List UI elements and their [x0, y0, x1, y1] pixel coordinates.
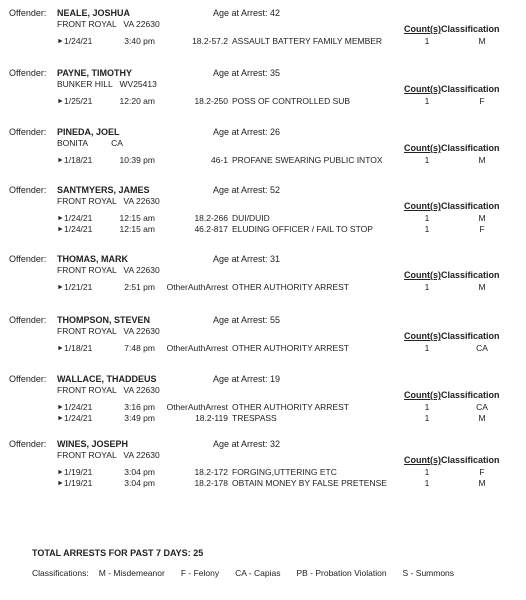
charge-classification: M — [478, 478, 486, 488]
offender-record — [0, 315, 526, 375]
age-at-arrest — [213, 8, 280, 18]
charge-count: 1 — [424, 36, 430, 46]
charge-description: OTHER AUTHORITY ARREST — [232, 343, 349, 353]
offender-address: BUNKER HILL WV25413 — [57, 79, 157, 89]
offender-address: FRONT ROYAL VA 22630 — [57, 326, 160, 336]
charge-row — [0, 282, 526, 293]
charge-count: 1 — [424, 282, 430, 292]
arrow-icon: ► — [57, 157, 64, 164]
charge-date: 1/18/21 — [64, 343, 93, 353]
counts-header: Count(s) — [404, 201, 441, 211]
charge-code: 18.2-178 — [194, 478, 228, 488]
charge-row — [0, 467, 526, 478]
charge-time: 3:40 pm — [124, 36, 155, 46]
charges-header — [404, 390, 500, 400]
arrow-icon: ► — [57, 469, 64, 476]
age-label: Age at Arrest: — [213, 254, 268, 264]
charges-header — [404, 24, 500, 34]
charge-time: 3:49 pm — [124, 413, 155, 423]
classification-header: Classification — [441, 201, 500, 211]
offender-label: Offender: — [9, 127, 47, 137]
charge-date: 1/24/21 — [64, 413, 93, 423]
charge-count: 1 — [424, 467, 430, 477]
charge-time: 12:15 am — [119, 224, 155, 234]
counts-header: Count(s) — [404, 84, 441, 94]
age-value: 42 — [270, 8, 281, 18]
charge-time: 12:20 am — [119, 96, 155, 106]
age-label: Age at Arrest: — [213, 8, 268, 18]
age-label: Age at Arrest: — [213, 315, 268, 325]
arrow-icon: ► — [57, 98, 64, 105]
arrow-icon: ► — [57, 404, 64, 411]
offender-name: THOMAS, MARK — [57, 254, 128, 264]
charge-code: 18.2-172 — [194, 467, 228, 477]
charge-row — [0, 36, 526, 47]
offender-address: FRONT ROYAL VA 22630 — [57, 19, 160, 29]
charge-classification: F — [479, 467, 485, 477]
total-arrests-value: 25 — [193, 548, 204, 558]
offender-label: Offender: — [9, 315, 47, 325]
charges-header — [404, 270, 500, 280]
charge-row — [0, 343, 526, 354]
charge-time: 10:39 pm — [119, 155, 155, 165]
charge-code: 18.2-57.2 — [192, 36, 228, 46]
counts-header: Count(s) — [404, 390, 441, 400]
offender-address: BONITA CA — [57, 138, 123, 148]
offender-record — [0, 254, 526, 314]
charge-time: 2:51 pm — [124, 282, 155, 292]
charge-row — [0, 402, 526, 413]
offender-record — [0, 185, 526, 245]
charge-classification: M — [478, 155, 486, 165]
charge-description: ASSAULT BATTERY FAMILY MEMBER — [232, 36, 383, 46]
offender-name: SANTMYERS, JAMES — [57, 185, 150, 195]
charge-description: OTHER AUTHORITY ARREST — [232, 402, 349, 412]
age-label: Age at Arrest: — [213, 185, 268, 195]
charge-description: FORGING,UTTERING ETC — [232, 467, 337, 477]
counts-header: Count(s) — [404, 143, 441, 153]
age-value: 19 — [270, 374, 281, 384]
offender-label: Offender: — [9, 8, 47, 18]
charge-description: DUI/DUID — [232, 213, 270, 223]
offender-record — [0, 8, 526, 68]
total-arrests — [32, 548, 203, 558]
arrow-icon: ► — [57, 345, 64, 352]
age-at-arrest — [213, 185, 280, 195]
charge-description: OTHER AUTHORITY ARREST — [232, 282, 349, 292]
legend-item-probation-violation: PB - Probation Violation — [296, 568, 387, 578]
classification-header: Classification — [441, 24, 500, 34]
arrow-icon: ► — [57, 480, 64, 487]
age-value: 32 — [270, 439, 281, 449]
classification-header: Classification — [441, 390, 500, 400]
offender-name: WINES, JOSEPH — [57, 439, 129, 449]
charge-time: 3:16 pm — [124, 402, 155, 412]
offender-address: FRONT ROYAL VA 22630 — [57, 450, 160, 460]
charge-count: 1 — [424, 213, 430, 223]
arrow-icon: ► — [57, 226, 64, 233]
classification-header: Classification — [441, 455, 500, 465]
offender-name: PAYNE, TIMOTHY — [57, 68, 133, 78]
offender-address: FRONT ROYAL VA 22630 — [57, 196, 160, 206]
classification-header: Classification — [441, 143, 500, 153]
charge-description: POSS OF CONTROLLED SUB — [232, 96, 351, 106]
charge-count: 1 — [424, 343, 430, 353]
charge-code: OtherAuthArrest — [166, 402, 228, 412]
arrow-icon: ► — [57, 215, 64, 222]
offender-label: Offender: — [9, 68, 47, 78]
offender-label: Offender: — [9, 185, 47, 195]
charge-classification: M — [478, 413, 486, 423]
charge-count: 1 — [424, 224, 430, 234]
charge-code: 18.2-266 — [194, 213, 228, 223]
charge-date: 1/25/21 — [64, 96, 93, 106]
charge-date: 1/19/21 — [64, 467, 93, 477]
age-value: 31 — [270, 254, 281, 264]
age-label: Age at Arrest: — [213, 439, 268, 449]
age-at-arrest — [213, 68, 280, 78]
charge-count: 1 — [424, 402, 430, 412]
charge-classification: M — [478, 282, 486, 292]
charge-row — [0, 96, 526, 107]
charge-description: TRESPASS — [232, 413, 277, 423]
charges-header — [404, 201, 500, 211]
charge-count: 1 — [424, 413, 430, 423]
offender-record — [0, 127, 526, 187]
classification-legend-label: Classifications: — [32, 568, 89, 578]
offender-name: NEALE, JOSHUA — [57, 8, 131, 18]
charge-classification: M — [478, 36, 486, 46]
charge-date: 1/19/21 — [64, 478, 93, 488]
charge-date: 1/21/21 — [64, 282, 93, 292]
charge-code: 46-1 — [210, 155, 228, 165]
classification-header: Classification — [441, 331, 500, 341]
age-at-arrest — [213, 374, 280, 384]
age-value: 55 — [270, 315, 281, 325]
charge-description: PROFANE SWEARING PUBLIC INTOX — [232, 155, 383, 165]
charge-classification: F — [479, 96, 485, 106]
offender-name: WALLACE, THADDEUS — [57, 374, 157, 384]
charge-row — [0, 155, 526, 166]
legend-item-capias: CA - Capias — [235, 568, 281, 578]
age-value: 26 — [270, 127, 281, 137]
charges-header — [404, 84, 500, 94]
charge-time: 12:15 am — [119, 213, 155, 223]
counts-header: Count(s) — [404, 270, 441, 280]
offender-name: PINEDA, JOEL — [57, 127, 120, 137]
offender-address: FRONT ROYAL VA 22630 — [57, 385, 160, 395]
charge-time: 7:48 pm — [124, 343, 155, 353]
charge-date: 1/18/21 — [64, 155, 93, 165]
arrow-icon: ► — [57, 38, 64, 45]
charge-classification: M — [478, 213, 486, 223]
offender-record — [0, 374, 526, 434]
charge-row — [0, 413, 526, 424]
legend-item-felony: F - Felony — [180, 568, 220, 578]
charge-row — [0, 478, 526, 489]
charge-description: ELUDING OFFICER / FAIL TO STOP — [232, 224, 373, 234]
legend-item-summons: S - Summons — [402, 568, 455, 578]
charges-header — [404, 143, 500, 153]
offender-label: Offender: — [9, 374, 47, 384]
age-label: Age at Arrest: — [213, 127, 268, 137]
charge-code: 18.2-119 — [195, 413, 228, 423]
offender-record — [0, 439, 526, 499]
age-value: 52 — [270, 185, 281, 195]
charge-date: 1/24/21 — [64, 36, 93, 46]
charge-code: OtherAuthArrest — [166, 343, 228, 353]
charge-time: 3:04 pm — [124, 478, 155, 488]
offender-label: Offender: — [9, 254, 47, 264]
legend-item-misdemeanor: M - Misdemeanor — [98, 568, 165, 578]
charge-time: 3:04 pm — [124, 467, 155, 477]
age-label: Age at Arrest: — [213, 374, 268, 384]
offender-name: THOMPSON, STEVEN — [57, 315, 151, 325]
charges-header — [404, 455, 500, 465]
classification-legend — [32, 568, 512, 578]
arrow-icon: ► — [57, 415, 64, 422]
charge-code: OtherAuthArrest — [166, 282, 228, 292]
charges-header — [404, 331, 500, 341]
charge-code: 18.2-250 — [194, 96, 228, 106]
total-arrests-label: TOTAL ARRESTS FOR PAST 7 DAYS: — [32, 548, 191, 558]
offender-label: Offender: — [9, 439, 47, 449]
age-at-arrest — [213, 254, 280, 264]
charge-count: 1 — [424, 478, 430, 488]
offender-record — [0, 68, 526, 128]
counts-header: Count(s) — [404, 331, 441, 341]
age-at-arrest — [213, 315, 280, 325]
charge-date: 1/24/21 — [64, 213, 93, 223]
charge-date: 1/24/21 — [64, 402, 93, 412]
charge-classification: CA — [476, 402, 488, 412]
charge-row — [0, 224, 526, 235]
counts-header: Count(s) — [404, 24, 441, 34]
age-at-arrest — [213, 127, 280, 137]
charge-date: 1/24/21 — [64, 224, 93, 234]
charge-count: 1 — [424, 96, 430, 106]
arrow-icon: ► — [57, 284, 64, 291]
charge-code: 46.2-817 — [194, 224, 228, 234]
charge-description: OBTAIN MONEY BY FALSE PRETENSE — [232, 478, 387, 488]
age-label: Age at Arrest: — [213, 68, 268, 78]
charge-classification: CA — [476, 343, 488, 353]
charge-classification: F — [479, 224, 485, 234]
charge-count: 1 — [424, 155, 430, 165]
age-value: 35 — [270, 68, 281, 78]
offender-address: FRONT ROYAL VA 22630 — [57, 265, 160, 275]
counts-header: Count(s) — [404, 455, 441, 465]
classification-header: Classification — [441, 270, 500, 280]
charge-row — [0, 213, 526, 224]
age-at-arrest — [213, 439, 280, 449]
classification-header: Classification — [441, 84, 500, 94]
